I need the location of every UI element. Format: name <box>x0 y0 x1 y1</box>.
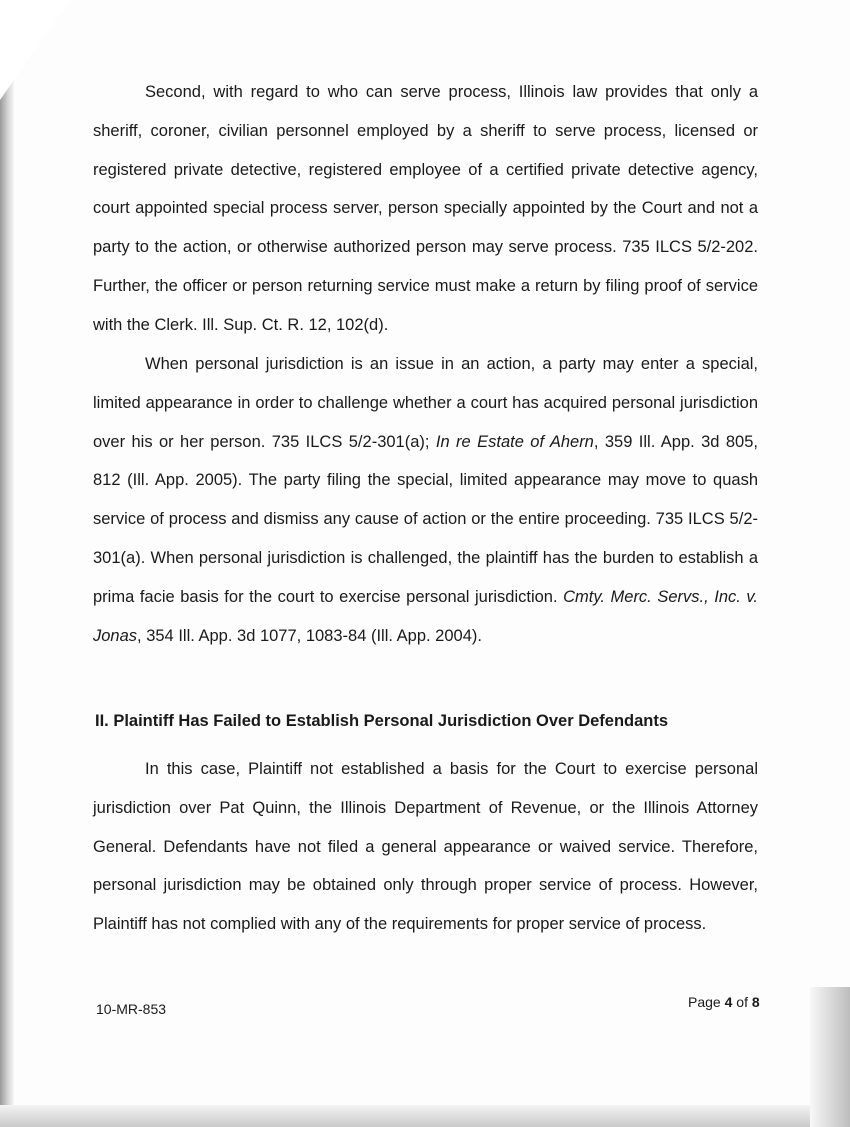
scan-corner-shadow <box>810 987 850 1127</box>
page-word: Page <box>688 994 721 1010</box>
scan-folded-corner <box>0 0 70 100</box>
paragraph-3-text: In this case, Plaintiff not established a basis for the Court to exercise personal jurisdiction over Pat Quinn, the Illinois Department of Revenue, or the Illinois Attorney General. Defendants have not filed a general appearance or waived service. Therefore, personal jurisdiction may be obtained only through proper service of process. However, Plaintiff has not complied with any of the requirements for proper service of process. <box>93 760 758 934</box>
paragraph-2-text-a: When personal jurisdiction is an issue in an action, a party may enter a special, limited appearance in order to challenge whether a court has acquired personal jurisdiction over his or her person. 735 ILCS 5/2-301(a); <box>93 355 758 451</box>
scan-edge-shadow <box>0 0 14 1127</box>
page-current: 4 <box>724 994 733 1010</box>
page-total: 8 <box>751 994 760 1010</box>
paragraph-2-text-b: , 359 Ill. App. 3d 805, 812 (Ill. App. 2005). The party filing the special, limited appearance may move to quash service of process and dismiss any cause of action or the entire proceeding. 735 ILCS 5/2-301(a). When personal jurisdiction is challenged, the plaintiff has the burden to establish a prima facie basis for the court to exercise personal jurisdiction. <box>93 432 758 606</box>
scan-bottom-shadow <box>0 1105 850 1127</box>
paragraph-argument <box>93 750 758 944</box>
footer-page-number <box>688 994 760 1010</box>
case-citation-ahern: In re Estate of Ahern <box>435 432 594 451</box>
page-of: of <box>736 994 748 1010</box>
case-citation-jonas: Cmty. Merc. Servs., Inc. v. Jonas <box>93 587 758 645</box>
paragraph-2-text-c: , 354 Ill. App. 3d 1077, 1083-84 (Ill. App. 2004). <box>137 626 482 645</box>
paragraph-service-rules <box>93 73 758 345</box>
section-heading: II. Plaintiff Has Failed to Establish Personal Jurisdiction Over Defendants <box>95 712 669 730</box>
paragraph-1-text: Second, with regard to who can serve process, Illinois law provides that only a sheriff, coroner, civilian personnel employed by a sheriff to serve process, licensed or registered private detective, registered employee of a certified private detective agency, court appointed special process server, person specially appointed by the Court and not a party to the action, or otherwise authorized person may serve process. 735 ILCS 5/2-202. Further, the officer or person returning service must make a return by filing proof of service with the Clerk. Ill. Sup. Ct. R. 12, 102(d). <box>93 83 758 334</box>
paragraph-special-appearance <box>93 345 758 655</box>
footer-case-number: 10-MR-853 <box>96 1001 167 1017</box>
